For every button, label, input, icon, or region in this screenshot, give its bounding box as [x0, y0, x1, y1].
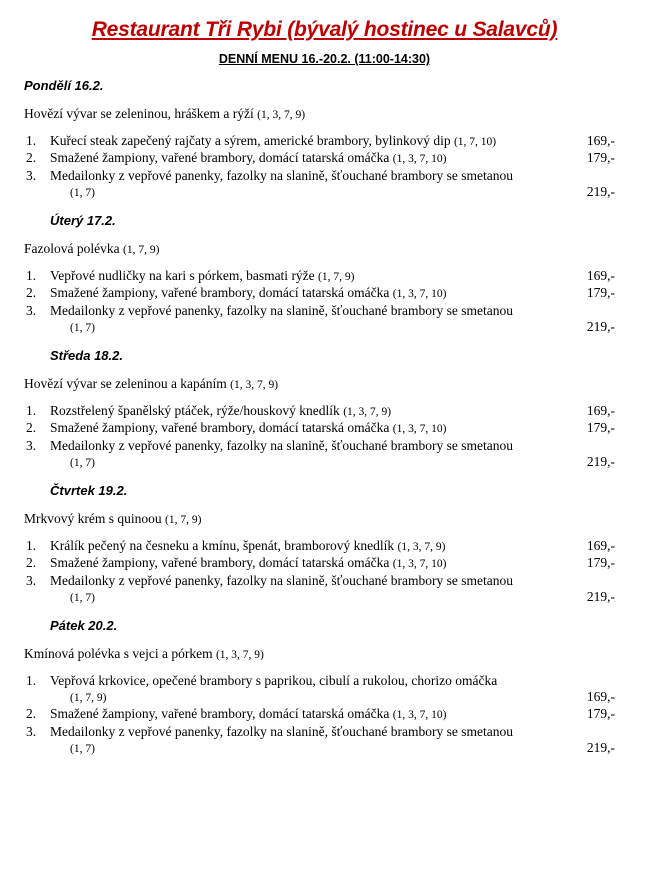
dish-wrap-line — [50, 319, 625, 335]
day-block — [24, 483, 625, 606]
soup-allergens: (1, 7, 9) — [165, 513, 202, 526]
dish-allergens: (1, 3, 7, 10) — [392, 423, 447, 436]
dish-number: 1. — [26, 672, 37, 688]
dish-row — [50, 724, 625, 740]
day-name: Úterý 17.2. — [50, 212, 116, 228]
dish-list — [24, 133, 625, 201]
dish-row — [50, 168, 625, 184]
list-item — [24, 438, 625, 471]
dish-price: 169,- — [586, 537, 615, 553]
dish-price: 169,- — [586, 133, 615, 148]
dish-text: Smažené žampiony, vařené brambory, domácí tatarská omáčka — [50, 706, 390, 722]
list-item — [24, 555, 625, 571]
dish-number: 2. — [26, 150, 37, 166]
list-item — [24, 150, 625, 166]
dish-row — [50, 673, 625, 689]
dish-allergens: (1, 7) — [70, 592, 95, 605]
soup-line — [24, 511, 625, 527]
soup-line — [24, 106, 625, 122]
dish-number: 1. — [26, 402, 37, 418]
dish-number: 3. — [26, 723, 37, 739]
dish-price: 179,- — [586, 285, 615, 301]
dish-number: 3. — [26, 572, 37, 588]
dish-price: 169,- — [586, 688, 615, 704]
list-item — [24, 403, 625, 419]
dish-row — [50, 438, 625, 454]
soup-text: Hovězí vývar se zeleninou a kapáním — [24, 375, 227, 391]
dish-text: Rozstřelený španělský ptáček, rýže/houskový knedlík — [50, 402, 340, 418]
dish-number: 1. — [26, 267, 37, 283]
dish-wrap-line — [50, 740, 625, 756]
day-block — [24, 78, 625, 201]
dish-row — [50, 150, 625, 166]
dish-allergens: (1, 7, 10) — [453, 136, 497, 148]
dish-allergens: (1, 7, 9) — [70, 691, 107, 704]
dish-text: Medailonky z vepřové panenky, fazolky na slanině, šťouchané brambory se smetanou — [50, 302, 513, 318]
dish-number: 1. — [26, 133, 37, 148]
dish-number: 2. — [26, 420, 37, 436]
dish-text: Smažené žampiony, vařené brambory, domácí tatarská omáčka — [50, 285, 390, 301]
dish-price: 219,- — [586, 184, 615, 200]
days-container — [24, 78, 625, 757]
soup-allergens: (1, 3, 7, 9) — [230, 378, 279, 391]
dish-text: Vepřová krkovice, opečené brambory s paprikou, cibulí a rukolou, chorizo omáčka — [50, 672, 498, 688]
dish-price: 179,- — [586, 150, 615, 166]
dish-price: 219,- — [586, 454, 615, 470]
dish-price: 179,- — [586, 706, 615, 722]
list-item — [24, 724, 625, 757]
dish-row — [50, 706, 625, 722]
dish-number: 1. — [26, 537, 37, 553]
dish-wrap-line — [50, 454, 625, 470]
dish-list — [24, 268, 625, 336]
dish-row — [50, 133, 625, 149]
dish-allergens: (1, 3, 7, 10) — [392, 153, 447, 166]
dish-wrap-line — [50, 184, 625, 200]
dish-wrap-line — [50, 589, 625, 605]
day-block — [24, 618, 625, 757]
dish-price: 169,- — [586, 402, 615, 418]
dish-price: 219,- — [586, 740, 615, 756]
day-name: Čtvrtek 19.2. — [50, 482, 128, 498]
dish-number: 3. — [26, 167, 37, 183]
list-item — [24, 268, 625, 284]
dish-allergens: (1, 7) — [70, 322, 95, 335]
dish-allergens: (1, 3, 7, 9) — [343, 405, 392, 418]
dish-text: Kuřecí steak zapečený rajčaty a sýrem, americké brambory, bylinkový dip — [50, 133, 451, 148]
soup-line — [24, 646, 625, 662]
dish-allergens: (1, 3, 7, 10) — [392, 558, 447, 571]
page-title: Restaurant Tři Rybi (bývalý hostinec u Salavců) — [91, 18, 558, 41]
dish-row — [50, 573, 625, 589]
dish-list — [24, 673, 625, 757]
dish-allergens: (1, 3, 7, 9) — [397, 540, 446, 553]
list-item — [24, 303, 625, 336]
list-item — [24, 538, 625, 554]
dish-text: Smažené žampiony, vařené brambory, domácí tatarská omáčka — [50, 420, 390, 436]
dish-allergens: (1, 3, 7, 10) — [392, 288, 447, 301]
dish-row — [50, 420, 625, 436]
dish-price: 219,- — [586, 319, 615, 335]
list-item — [24, 285, 625, 301]
dish-text: Medailonky z vepřové panenky, fazolky na slanině, šťouchané brambory se smetanou — [50, 723, 513, 739]
dish-number: 3. — [26, 437, 37, 453]
dish-text: Smažené žampiony, vařené brambory, domácí tatarská omáčka — [50, 555, 390, 571]
list-item — [24, 420, 625, 436]
dish-row — [50, 538, 625, 554]
list-item — [24, 168, 625, 201]
soup-text: Kmínová polévka s vejci a pórkem — [24, 645, 213, 661]
dish-number: 2. — [26, 285, 37, 301]
soup-allergens: (1, 3, 7, 9) — [257, 109, 306, 121]
dish-row — [50, 285, 625, 301]
soup-allergens: (1, 3, 7, 9) — [215, 648, 264, 661]
dish-price: 179,- — [586, 555, 615, 571]
dish-list — [24, 403, 625, 471]
day-name: Středa 18.2. — [50, 347, 123, 363]
day-block — [24, 348, 625, 471]
soup-line — [24, 376, 625, 392]
dish-text: Medailonky z vepřové panenky, fazolky na slanině, šťouchané brambory se smetanou — [50, 437, 513, 453]
list-item — [24, 573, 625, 606]
dish-row — [50, 403, 625, 419]
dish-price: 219,- — [586, 589, 615, 605]
soup-line — [24, 241, 625, 257]
dish-list — [24, 538, 625, 606]
dish-number: 2. — [26, 555, 37, 571]
dish-row — [50, 303, 625, 319]
dish-row — [50, 555, 625, 571]
day-name: Pátek 20.2. — [50, 617, 118, 633]
dish-allergens: (1, 7) — [70, 187, 95, 200]
dish-price: 179,- — [586, 420, 615, 436]
menu-subtitle: DENNÍ MENU 16.-20.2. (11:00-14:30) — [218, 52, 431, 66]
dish-text: Vepřové nudličky na kari s pórkem, basmati rýže — [50, 267, 315, 283]
soup-text: Fazolová polévka — [24, 240, 120, 256]
dish-allergens: (1, 7, 9) — [318, 270, 355, 283]
dish-text: Smažené žampiony, vařené brambory, domácí tatarská omáčka — [50, 150, 390, 166]
day-block — [24, 213, 625, 336]
soup-text: Hovězí vývar se zeleninou, hráškem a rýží — [24, 106, 254, 121]
list-item — [24, 673, 625, 706]
soup-allergens: (1, 7, 9) — [122, 243, 160, 256]
dish-number: 2. — [26, 706, 37, 722]
dish-allergens: (1, 7) — [70, 743, 95, 756]
day-name: Pondělí 16.2. — [24, 78, 104, 93]
dish-row — [50, 268, 625, 284]
dish-text: Medailonky z vepřové panenky, fazolky na slanině, šťouchané brambory se smetanou — [50, 572, 513, 588]
dish-text: Medailonky z vepřové panenky, fazolky na slanině, šťouchané brambory se smetanou — [50, 167, 513, 183]
dish-text: Králík pečený na česneku a kmínu, špenát, bramborový knedlík — [50, 537, 395, 553]
dish-price: 169,- — [586, 267, 615, 283]
list-item — [24, 706, 625, 722]
dish-allergens: (1, 3, 7, 10) — [392, 709, 447, 722]
dish-number: 3. — [26, 302, 37, 318]
list-item — [24, 133, 625, 149]
dish-wrap-line — [50, 689, 625, 705]
soup-text: Mrkvový krém s quinoou — [24, 510, 162, 526]
dish-allergens: (1, 7) — [70, 457, 95, 470]
